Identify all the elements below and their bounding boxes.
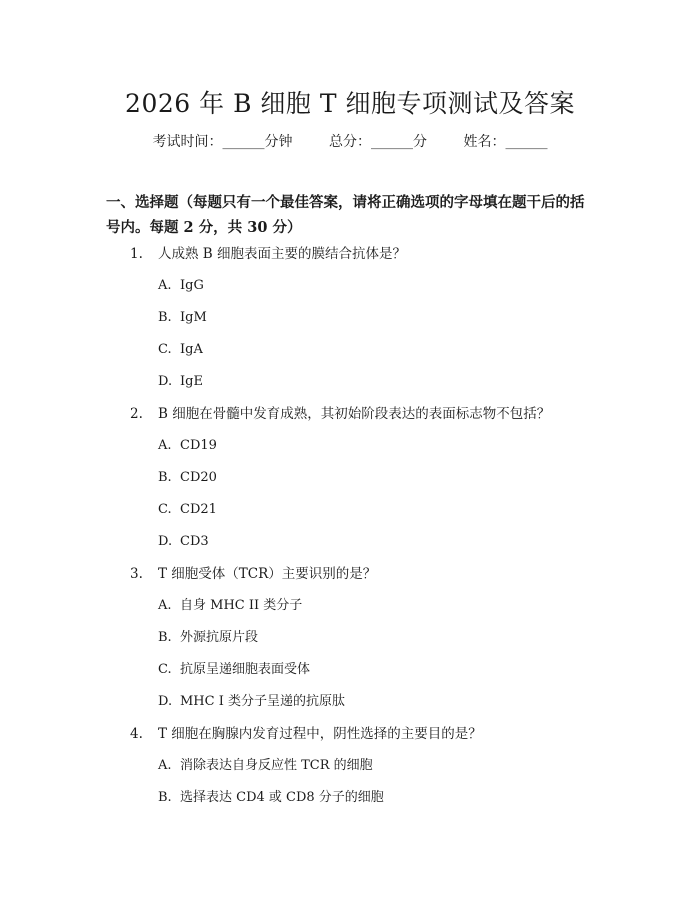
answer-option	[0, 692, 700, 724]
answer-option	[0, 660, 700, 692]
option-label: D.	[158, 534, 173, 549]
question-stem	[0, 564, 700, 596]
answer-option	[0, 596, 700, 628]
question-number: 4.	[130, 726, 143, 742]
option-label: C.	[158, 502, 172, 517]
option-text: MHC I 类分子呈递的抗原肽	[180, 694, 345, 709]
question-text: B 细胞在骨髓中发育成熟，其初始阶段表达的表面标志物不包括？	[158, 406, 551, 422]
question-text: T 细胞受体（TCR）主要识别的是？	[158, 566, 377, 582]
option-label: C.	[158, 342, 172, 357]
section-heading: 一、选择题（每题只有一个最佳答案，请将正确选项的字母填在题干后的括号内。每题 2 分，共 30 分）	[106, 194, 585, 236]
option-label: B.	[158, 310, 172, 325]
option-text: 抗原呈递细胞表面受体	[180, 662, 311, 677]
question-number: 2.	[130, 406, 143, 422]
answer-option	[0, 340, 700, 372]
student-name: 姓名：______	[463, 134, 548, 150]
question-stem	[0, 404, 700, 436]
answer-option	[0, 308, 700, 340]
option-text: IgA	[180, 342, 203, 357]
question-number: 3.	[130, 566, 143, 582]
question-text: T 细胞在胸腺内发育过程中，阴性选择的主要目的是？	[158, 726, 482, 742]
option-label: A.	[158, 438, 172, 453]
page-title: 2026 年 B 细胞 T 细胞专项测试及答案	[125, 89, 575, 118]
answer-option	[0, 628, 700, 660]
answer-option	[0, 436, 700, 468]
answer-option	[0, 372, 700, 404]
option-label: B.	[158, 630, 172, 645]
question-number: 1.	[130, 246, 143, 262]
exam-score: 总分：______分	[329, 134, 427, 150]
exam-meta	[0, 131, 700, 151]
question-stem	[0, 724, 700, 756]
option-label: B.	[158, 470, 172, 485]
option-label: A.	[158, 278, 172, 293]
option-text: 外源抗原片段	[180, 630, 259, 645]
answer-option	[0, 500, 700, 532]
option-label: A.	[158, 598, 172, 613]
option-text: 选择表达 CD4 或 CD8 分子的细胞	[180, 790, 384, 805]
answer-option	[0, 788, 700, 820]
question-stem	[0, 244, 700, 276]
option-text: CD20	[180, 470, 217, 485]
option-label: D.	[158, 694, 173, 709]
option-text: IgM	[180, 310, 207, 325]
answer-option	[0, 276, 700, 308]
question-list	[0, 244, 700, 820]
option-text: IgE	[180, 374, 203, 389]
answer-option	[0, 532, 700, 564]
option-text: 自身 MHC II 类分子	[180, 598, 303, 613]
option-label: B.	[158, 790, 172, 805]
option-label: D.	[158, 374, 173, 389]
option-text: IgG	[180, 278, 204, 293]
option-text: 消除表达自身反应性 TCR 的细胞	[180, 758, 373, 773]
option-text: CD19	[180, 438, 217, 453]
option-label: A.	[158, 758, 172, 773]
exam-time: 考试时间：______分钟	[152, 134, 293, 150]
answer-option	[0, 756, 700, 788]
answer-option	[0, 468, 700, 500]
option-text: CD3	[180, 534, 209, 549]
option-label: C.	[158, 662, 172, 677]
question-text: 人成熟 B 细胞表面主要的膜结合抗体是？	[158, 246, 407, 262]
option-text: CD21	[180, 502, 217, 517]
